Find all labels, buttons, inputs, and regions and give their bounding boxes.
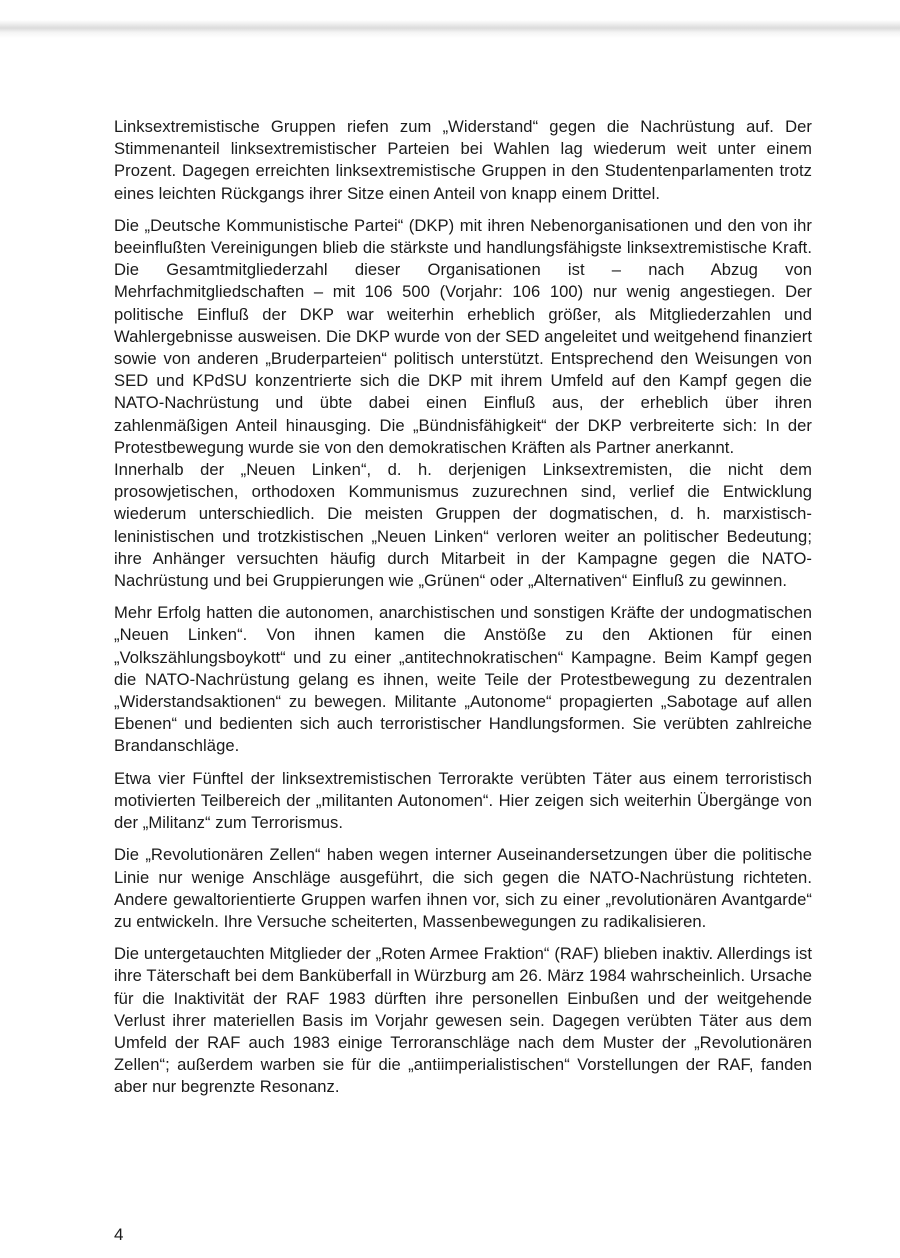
paragraph-raf: Die untergetauchten Mitglieder der „Roten Armee Fraktion“ (RAF) blieben inaktiv. Allerdings ist ihre Täterschaft bei dem Banküberfall in Würzburg am 26. März 1984 wahrscheinlich. Ursache für die Inaktivität der RAF 1983 dürften ihre personellen Einbußen und der weitgehende Verlust ihrer materiellen Basis im Vorjahr gewesen sein. Dagegen verübten Täter aus dem Umfeld der RAF auch 1983 einige Terroranschläge nach dem Muster der „Revolutionären Zellen“; außerdem warben sie für die „antiimperialistischen“ Vorstellungen der RAF, fanden aber nur begrenzte Resonanz. bbox=[114, 944, 812, 1097]
document-body bbox=[114, 116, 812, 1109]
paragraph-terrorakte: Etwa vier Fünftel der linksextremistischen Terrorakte verübten Täter aus einem terroristisch motivierten Teilbereich der „militanten Autonomen“. Hier zeigen sich weiterhin Übergänge von der „Militanz“ zum Terrorismus. bbox=[114, 768, 812, 833]
paragraph-neue-linke: Innerhalb der „Neuen Linken“, d. h. derjenigen Linksextremisten, die nicht dem prosowjetischen, orthodoxen Kommunismus zuzurechnen sind, verlief die Entwicklung wiederum unterschiedlich. Die meisten Gruppen der dogmatischen, d. h. marxistisch-leninistischen und trotzkistischen „Neuen Linken“ verloren weiter an politischer Bedeutung; ihre Anhänger versuchten häufig durch Mitarbeit in der Kampagne gegen die NATO-Nachrüstung und bei Gruppierungen wie „Grünen“ oder „Alternativen“ Einfluß zu gewinnen. bbox=[114, 460, 812, 591]
paragraph-dkp: Die „Deutsche Kommunistische Partei“ (DKP) mit ihren Nebenorganisationen und den von ihr beeinflußten Vereinigungen blieb die stärkste und handlungsfähigste linksextremistische Kraft. Die Gesamtmitgliederzahl dieser Organisationen ist – nach Abzug von Mehrfachmitgliedschaften – mit 106 500 (Vorjahr: 106 100) nur wenig angestiegen. Der politische Einfluß der DKP war weiterhin erheblich größer, als Mitgliederzahlen und Wahlergebnisse ausweisen. Die DKP wurde von der SED angeleitet und weitgehend finanziert sowie von anderen „Bruderparteien“ politisch unterstützt. Entsprechend den Weisungen von SED und KPdSU konzentrierte sich die DKP mit ihrem Umfeld auf den Kampf gegen die NATO-Nachrüstung und übte dabei einen Einfluß aus, der erheblich über ihren zahlenmäßigen Anteil hinausging. Die „Bündnisfähigkeit“ der DKP verbreiterte sich: In der Protestbewegung wurde sie von den demokratischen Kräften als Partner anerkannt. bbox=[114, 215, 812, 457]
page-number: 4 bbox=[114, 1225, 124, 1244]
paragraph-autonome: Mehr Erfolg hatten die autonomen, anarchistischen und sonstigen Kräfte der undogmatischen „Neuen Linken“. Von ihnen kamen die Anstöße zu den Aktionen für einen „Volkszählungsboykott“ und zu einer „antitechnokratischen“ Kampagne. Beim Kampf gegen die NATO-Nachrüstung gelang es ihnen, weite Teile der Protestbewegung zu dezentralen „Widerstandsaktionen“ zu bewegen. Militante „Autonome“ propagierten „Sabotage auf allen Ebenen“ und bedienten sich auch terroristischer Handlungsformen. Sie verübten zahlreiche Brandanschläge. bbox=[114, 603, 812, 756]
paragraph-left-extremist-groups: Linksextremistische Gruppen riefen zum „Widerstand“ gegen die Nachrüstung auf. Der Stimmenanteil linksextremistischer Parteien bei Wahlen lag wiederum weit unter einem Prozent. Dagegen erreichten linksextremistische Gruppen in den Studentenparlamenten trotz eines leichten Rückgangs ihrer Sitze einen Anteil von knapp einem Drittel. bbox=[114, 117, 812, 203]
scan-edge-shadow bbox=[0, 20, 900, 38]
paragraph-revolutionaere-zellen: Die „Revolutionären Zellen“ haben wegen interner Auseinandersetzungen über die politische Linie nur wenige Anschläge ausgeführt, die sich gegen die NATO-Nachrüstung richteten. Andere gewaltorientierte Gruppen warfen ihnen vor, sich zu einer „revolutionären Avantgarde“ zu entwickeln. Ihre Versuche scheiterten, Massenbewegungen zu radikalisieren. bbox=[114, 845, 812, 931]
